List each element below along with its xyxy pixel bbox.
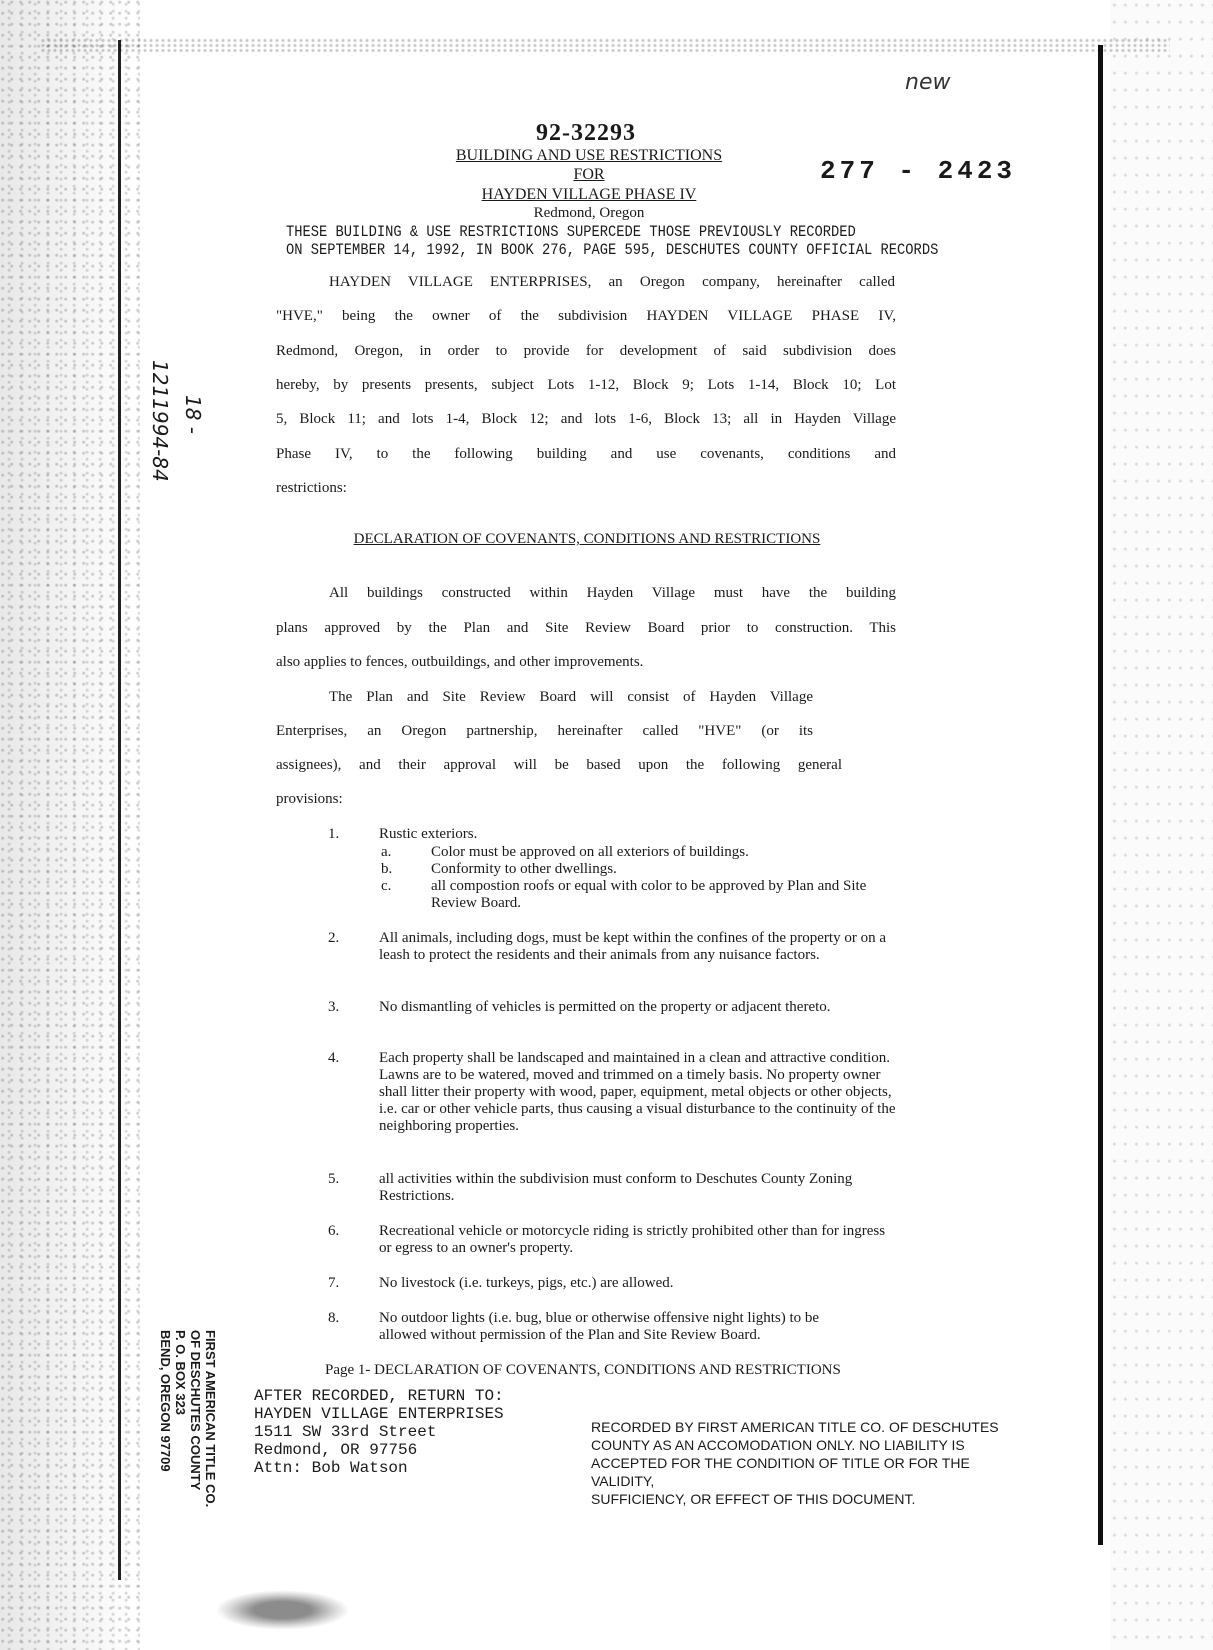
page-footer: Page 1- DECLARATION OF COVENANTS, CONDITIONS AND RESTRICTIONS <box>325 1362 841 1378</box>
title-company-stamp <box>158 1330 218 1507</box>
stamp-line-3: P. O. BOX 323 <box>173 1330 188 1416</box>
para2-line-1: The Plan and Site Review Board will consist of Hayden Village <box>329 689 813 705</box>
item-5-number: 5. <box>328 1171 340 1187</box>
scan-right-margin-noise <box>1110 0 1213 1650</box>
supercede-line-1: THESE BUILDING & USE RESTRICTIONS SUPERCEDE THOSE PREVIOUSLY RECORDED <box>286 223 856 241</box>
stamp-line-1: FIRST AMERICAN TITLE CO. <box>203 1330 218 1508</box>
item-7-text: No livestock (i.e. turkeys, pigs, etc.) are allowed. <box>379 1275 674 1291</box>
return-line-5: Attn: Bob Watson <box>254 1459 408 1477</box>
scan-left-rule <box>118 40 121 1580</box>
stamp-line-4: BEND, OREGON 97709 <box>158 1330 173 1472</box>
item-3-number: 3. <box>328 999 340 1015</box>
intro-line-7: restrictions: <box>276 480 347 496</box>
title-line-3: HAYDEN VILLAGE PHASE IV <box>481 186 697 203</box>
stamp-line-2: OF DESCHUTES COUNTY <box>188 1330 203 1491</box>
location-line: Redmond, Oregon <box>533 205 645 221</box>
item-6-text: Recreational vehicle or motorcycle riding is strictly prohibited other than for ingress or egress to an owner's property. <box>379 1223 886 1256</box>
intro-line-4: hereby, by presents presents, subject Lots 1-12, Block 9; Lots 1-14, Block 10; Lot <box>276 377 896 393</box>
return-line-2: HAYDEN VILLAGE ENTERPRISES <box>254 1405 504 1423</box>
document-number: 92-32293 <box>536 120 636 146</box>
scan-top-noise <box>40 38 1170 52</box>
para1-line-2: plans approved by the Plan and Site Review Board prior to construction. This <box>276 620 896 636</box>
intro-line-3: Redmond, Oregon, in order to provide for development of said subdivision does <box>276 343 896 359</box>
subitem-c-text: all compostion roofs or equal with color to be approved by Plan and Site Review Board. <box>431 878 867 911</box>
subitem-b-text: Conformity to other dwellings. <box>431 861 617 877</box>
item-4-text: Each property shall be landscaped and maintained in a clean and attractive condition. Lawns are to be watered, moved and trimmed on a timely basis. No property owner shall litter their property with wood, paper, equipment, metal objects or other objects, i.e. car or other vehicle parts, thus causing a visual disturbance to the continuity of the neighboring properties. <box>379 1050 896 1134</box>
scan-bottom-smudge <box>215 1590 350 1630</box>
margin-handwriting-2: 18 - <box>181 395 205 435</box>
return-line-1: AFTER RECORDED, RETURN TO: <box>254 1387 504 1405</box>
intro-line-5: 5, Block 11; and lots 1-4, Block 12; and lots 1-6, Block 13; all in Hayden Village <box>276 411 896 427</box>
recorded-line-1: RECORDED BY FIRST AMERICAN TITLE CO. OF DESCHUTES <box>591 1419 999 1435</box>
item-5-text: all activities within the subdivision must conform to Deschutes County Zoning Restrictions. <box>379 1171 853 1204</box>
recorded-line-2: COUNTY AS AN ACCOMODATION ONLY. NO LIABILITY IS <box>591 1437 965 1453</box>
recorded-line-3: ACCEPTED FOR THE CONDITION OF TITLE OR FOR THE VALIDITY, <box>591 1455 970 1489</box>
item-1-text: Rustic exteriors. <box>379 826 478 842</box>
subitem-a-text: Color must be approved on all exteriors of buildings. <box>431 844 749 860</box>
supercede-line-2: ON SEPTEMBER 14, 1992, IN BOOK 276, PAGE 595, DESCHUTES COUNTY OFFICIAL RECORDS <box>286 241 939 259</box>
intro-line-2: "HVE," being the owner of the subdivision HAYDEN VILLAGE PHASE IV, <box>276 308 896 324</box>
return-to-block <box>254 1387 504 1477</box>
para1-line-1: All buildings constructed within Hayden Village must have the building <box>329 585 896 601</box>
return-line-3: 1511 SW 33rd Street <box>254 1423 437 1441</box>
handwritten-note: new <box>905 70 951 95</box>
return-line-4: Redmond, OR 97756 <box>254 1441 418 1459</box>
para1-line-3: also applies to fences, outbuildings, and other improvements. <box>276 654 644 670</box>
para2-line-2: Enterprises, an Oregon partnership, hereinafter called "HVE" (or its <box>276 723 813 739</box>
subitem-a-letter: a. <box>381 844 392 860</box>
subitem-c-letter: c. <box>381 878 392 894</box>
recorded-notice <box>591 1418 1011 1508</box>
intro-line-6: Phase IV, to the following building and use covenants, conditions and <box>276 446 896 462</box>
item-8-number: 8. <box>328 1310 340 1326</box>
book-page-number: 277 - 2423 <box>820 156 1017 186</box>
title-line-1: BUILDING AND USE RESTRICTIONS <box>455 147 723 164</box>
item-8-text: No outdoor lights (i.e. bug, blue or otherwise offensive night lights) to be allowed without permission of the Plan and Site Review Board. <box>379 1310 820 1343</box>
item-2-number: 2. <box>328 930 340 946</box>
subitem-b-letter: b. <box>381 861 393 877</box>
item-4-number: 4. <box>328 1050 340 1066</box>
intro-line-1: HAYDEN VILLAGE ENTERPRISES, an Oregon company, hereinafter called <box>329 274 895 290</box>
scan-right-rule <box>1098 45 1103 1545</box>
item-7-number: 7. <box>328 1275 340 1291</box>
title-line-2: FOR <box>573 166 605 183</box>
item-2-text: All animals, including dogs, must be kept within the confines of the property or on a leash to protect the residents and their animals from any nuisance factors. <box>379 930 886 963</box>
margin-handwriting-1: 1211994-84 <box>148 360 172 482</box>
para2-line-3: assignees), and their approval will be based upon the following general <box>276 757 842 773</box>
item-3-text: No dismantling of vehicles is permitted on the property or adjacent thereto. <box>379 999 831 1015</box>
item-6-number: 6. <box>328 1223 340 1239</box>
item-1-number: 1. <box>328 826 340 842</box>
declaration-heading: DECLARATION OF COVENANTS, CONDITIONS AND RESTRICTIONS <box>353 531 821 547</box>
para2-line-4: provisions: <box>276 791 343 807</box>
recorded-line-4: SUFFICIENCY, OR EFFECT OF THIS DOCUMENT. <box>591 1491 916 1507</box>
